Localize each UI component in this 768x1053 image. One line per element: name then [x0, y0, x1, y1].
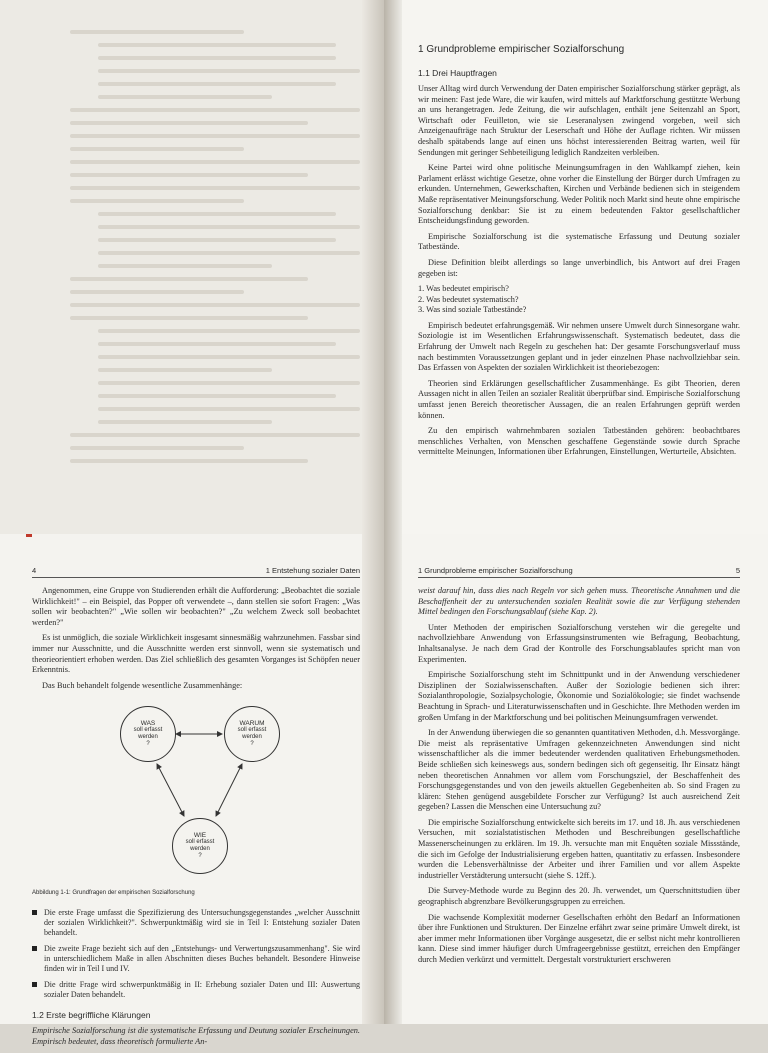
paragraph: Zu den empirisch wahrnehmbaren sozialen Tatbeständen gehören: beobachtbares menschliches Verhalten, von Menschen geschaffene Gegenstände sowie durch Sprache vermittelte Meinungen, Informationen über Erfahrungen, Einstellungen, Werturteile, Absichten. — [418, 426, 740, 457]
page-number: 4 — [32, 566, 37, 575]
page-gutter — [362, 0, 384, 534]
paragraph: Empirische Sozialforschung ist die systematische Erfassung und Deutung sozialer Erscheinungen. Empirisch bedeutet, dass theoretisch formulierte An- — [32, 1026, 360, 1046]
bullet-item: Die zweite Frage bezieht sich auf den „Entstehungs- und Verwertungszusammenhang". Sie wird in unterschiedlichem Maße in allen Abschnitten dieses Buches behandelt. Besondere Hinweise finden wir in Teil I und IV. — [32, 944, 360, 974]
faded-text-block — [70, 30, 360, 472]
page-gutter — [362, 534, 384, 1024]
paragraph: Es ist unmöglich, die soziale Wirklichkeit insgesamt sinnesmäßig wahrzunehmen. Fassbar sind immer nur Ausschnitte, und die Ausschnitte werden erst sinnvoll, wenn sie systematisch und theorieorientiert erhoben werden. Das Ziel schließlich des gesamten Vorganges ist Schöpfen neuer Erkenntnis. — [32, 633, 360, 675]
bullet-list — [32, 908, 360, 1000]
bullet-item: Die erste Frage umfasst die Spezifizierung des Untersuchungsgegenstandes „welcher Ausschnitt der sozialen Wirklichkeit?". Schwerpunktmäßig wird sie in Teil I: Entstehung sozialer Daten behandelt. — [32, 908, 360, 938]
node-was: WAS soll erfasst werden ? — [120, 706, 176, 762]
question-list — [418, 284, 740, 316]
page-4 — [0, 534, 384, 1046]
bullet-item: Die dritte Frage wird schwerpunktmäßig in II: Erhebung sozialer Daten und III: Auswertung sozialer Daten behandelt. — [32, 980, 360, 1000]
paragraph: Diese Definition bleibt allerdings so lange unverbindlich, bis Antwort auf drei Fragen gegeben ist: — [418, 257, 740, 278]
paragraph: Das Buch behandelt folgende wesentliche Zusammenhänge: — [42, 680, 243, 690]
paragraph: Die Survey-Methode wurde zu Beginn des 20. Jh. verwendet, um Querschnittstudien über geographisch abgrenzbare Bevölkerungsgruppen zu erreichen. — [418, 886, 740, 907]
paragraph: weist darauf hin, dass dies nach Regeln vor sich gehen muss. Theoretische Annahmen und die Beschaffenheit der zu untersuchenden sozialen Realität sowie die zur Verfügung stehenden Mittel bedingen den Forschungsablauf (siehe Kap. 2). — [418, 586, 740, 617]
running-head-title: 1 Grundprobleme empirischer Sozialforschung — [418, 566, 573, 575]
paragraph: Keine Partei wird ohne politische Meinungsumfragen in den Wahlkampf ziehen, kein Parlament erlässt wichtige Gesetze, ohne vorher die Einstellung der Bürger durch Umfragen zu erkunden. Unternehmen, Gewerkschaften, Kirchen und Verbände bedienen sich in steigendem Maße repräsentativer Meinungsforschung. Weder Politik noch Markt sind heute ohne empirische Sozialforschung denkbar: Sie ist zu einem bedeutenden Faktor gesellschaftlicher Entscheidungsfindung geworden. — [418, 163, 740, 226]
page-spine-shadow — [384, 0, 402, 534]
running-head-title: 1 Entstehung sozialer Daten — [265, 566, 360, 575]
paragraph: Theorien sind Erklärungen gesellschaftlicher Zusammenhänge. Es gibt Theorien, deren Aussagen nicht in allen Teilen an sozialer Realität überprüfbar sind. Empirische Sozialforschung umfasst jenen Bereich theoretischer Aussagen, die an realen Erfahrungen geprüft werden können. — [418, 378, 740, 420]
paragraph: Empirische Sozialforschung steht im Schnittpunkt und in der Anwendung verschiedener Disziplinen der Sozialwissenschaften. Außer der Soziologie bedienen sich ihrer: Sozialanthropologie, Sozialpsychologie, Ökonomie und Sozialökologie; sie findet wachsende Beachtung in Sprach- und Literaturwissenschaften und in Geschichte. Ihre Methoden werden im großen Umfang in der Marktforschung und bei politischen Meinungsumfragen verwendet. — [418, 670, 740, 722]
page-number: 5 — [735, 566, 740, 575]
red-edge-mark — [26, 534, 32, 537]
node-wie: WIE soll erfasst werden ? — [172, 818, 228, 874]
question-item: 1. Was bedeutet empirisch? — [418, 284, 509, 294]
paragraph: In der Anwendung überwiegen die so genannten quantitativen Methoden, d.h. Messvorgänge. Die meist als repräsentative Umfragen gekennzeichneten Anwendungen sind nicht wissenschaftlicher als die immer bedeutender werdenden qualitativen Erhebungsmethoden. Beide schließen sich keineswegs aus, sondern bedingen sich oft gegenseitig. Ihr Einsatz hängt neben theoretischen Annahmen vor allem vom Forschungsziel, der Beschaffenheit des Forschungsgegenstandes und von den jeweils aktuellen Gegebenheiten ab. So sind Fragen zu klären: Stehen genügend ausgebildete Forscher zur Verfügung? Ist auch ausreichend Zeit gegeben? Lassen die Menschen eine Untersuchung zu? — [418, 728, 740, 812]
paragraph: Die wachsende Komplexität moderner Gesellschaften erhöht den Bedarf an Informationen über ihre Funktionen und Strukturen. Der Einzelne erfährt zwar seine primäre Umwelt direkt, ist aber immer mehr Informationen über Vorgänge ausgesetzt, die er selbst nicht mehr kontrollieren kann. Diese sind immer häufiger durch Umfrageergebnisse gestützt, erreichen den Empfänger durch Medien verkürzt und vermittelt. Dergestalt vorstrukturiert erschweren — [418, 912, 740, 964]
page-5 — [384, 534, 768, 1024]
paragraph: Unter Methoden der empirischen Sozialforschung verstehen wir die geregelte und nachvollziehbare Anwendung von Erfassungsinstrumenten wie Befragung, Beobachtung, Inhaltsanalyse. Je nach dem Grad der Kontrolle des Forschungsablaufes spricht man von Experimenten. — [418, 622, 740, 664]
paragraph: Angenommen, eine Gruppe von Studierenden erhält die Aufforderung: „Beobachtet die soziale Wirklichkeit!" – ein Beispiel, das Popper oft verwendete –, dann stellen sie sofort Fragen: „Was sollen wir beobachten?" „Wie sollen wir beobachten?" „Zu welchem Zweck soll beobachtet werden?" — [32, 586, 360, 627]
section-title: 1.1 Drei Hauptfragen — [418, 68, 497, 78]
page-chapter-opener — [384, 0, 768, 534]
page-spine-shadow — [384, 534, 402, 1024]
paragraph: Empirisch bedeutet erfahrungsgemäß. Wir nehmen unsere Umwelt durch Sinnesorgane wahr. Soziologie ist im Wesentlichen Erfahrungswissenschaft. Systematisch bedeutet, dass die Erfahrung der Umwelt nach Regeln zu geschehen hat: Der gesamte Forschungsverlauf muss nach bestimmten Voraussetzungen geplant und in jeder einzelnen Phase nachvollziehbar sein. Das Erfassen von Aspekten der sozialen Wirklichkeit ist theoriebezogen: — [418, 320, 740, 373]
question-item: 3. Was sind soziale Tatbestände? — [418, 305, 527, 315]
section-title: 1.2 Erste begriffliche Klärungen — [32, 1010, 151, 1021]
arrow-warum-wie — [216, 764, 242, 816]
three-questions-diagram — [32, 696, 360, 886]
definition-paragraph: Empirische Sozialforschung ist die systematische Erfassung und Deutung sozialer Tatbestände. — [418, 231, 740, 252]
arrow-was-wie — [157, 764, 184, 816]
running-header — [32, 566, 360, 578]
chapter-title: 1 Grundprobleme empirischer Sozialforschung — [418, 44, 625, 55]
question-item: 2. Was bedeutet systematisch? — [418, 294, 519, 304]
page-toc-faded — [0, 0, 384, 534]
running-header — [418, 566, 740, 578]
paragraph: Unser Alltag wird durch Verwendung der Daten empirischer Sozialforschung stärker geprägt, als wir meinen: Fast jede Ware, die wir kaufen, wird mittels auf Marktforschung gestützte Werbung an uns herangetragen. Jede Zeitung, die wir aufschlagen, enthält jene Seitenzahl an Sport, Wirtschaft oder Feuilleton, wie sie Leseranalysen zwingend vorgeben, weil sich Anzeigenaufträge nach Struktur der Leserschaft und Höhe der Auflage richten. Wir müssen deshalb spätabends lange auf einen uns höchst interessierenden Beitrag warten, weil für Sendungen mit geringer Sehbeteiligung lediglich Randzeiten verbleiben. — [418, 84, 740, 157]
paragraph: Die empirische Sozialforschung entwickelte sich bereits im 17. und 18. Jh. aus verschiedenen Versuchen, mit sozialstatistischen Methoden und Beschreibungen gesellschaftliche Massenerscheinungen zu erklären. Im 19. Jh. versuchte man mit Enquêten soziale Missstände, die sich im Gefolge der Industrialisierung ergeben hatten, quantitativ zu erfassen. Insbesondere wurden die Lebensverhältnisse der Arbeiter und ihrer Familien und vor allem Aspekte industrieller Verstädterung untersucht (siehe S. 12ff.). — [418, 817, 740, 880]
node-warum: WARUM soll erfasst werden ? — [224, 706, 280, 762]
figure-caption: Abbildung 1-1: Grundfragen der empirischen Sozialforschung — [32, 890, 195, 897]
